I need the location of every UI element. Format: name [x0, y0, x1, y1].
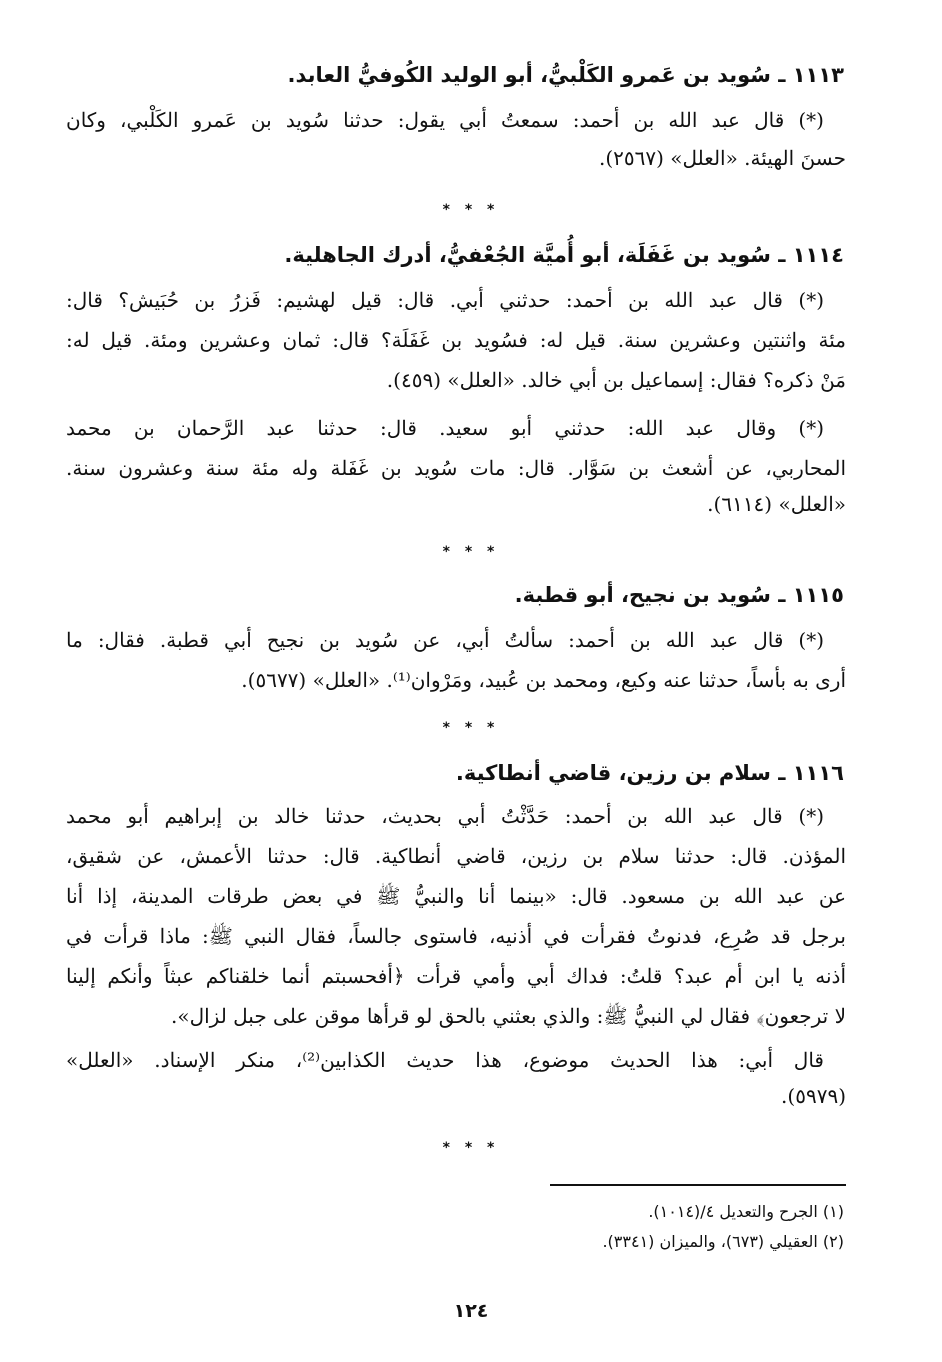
entry-text-line: «العلل» (٦١١٤). [707, 492, 846, 516]
entry-text-line: أرى به بأساً، حدثنا عنه وكيع، ومحمد بن عُبيد، ومَرْوان⁽¹⁾. «العلل» (٥٦٧٧). [241, 668, 846, 692]
entry-heading-1114: ١١١٤ ـ سُويد بن غَفَلَة، أبو أُميَّة الجُعْفيُّ، أدرك الجاهلية. [284, 243, 844, 267]
entry-text-line: (*) قال عبد الله بن أحمد: حَدَّثْتُ أبي بحديث، حدثنا خالد بن إبراهيم أبو محمد [66, 804, 824, 828]
page-number: ١٢٤ [453, 1300, 489, 1322]
entry-heading-1113: ١١١٣ ـ سُويد بن عَمرو الكَلْبيُّ، أبو الوليد الكُوفيُّ العابد. [287, 63, 844, 87]
section-separator: * * * [442, 202, 500, 218]
entry-text-line: المؤذن. قال: حدثنا سلام بن رزين، قاضي أنطاكية. قال: حدثنا الأعمش، عن شقيق، [66, 844, 846, 868]
entry-text-line: برجل قد صُرِع، فدنوتُ فقرأت في أذنيه، فاستوى جالساً، فقال النبي ﷺ: ماذا قرأت في [66, 924, 846, 948]
entry-heading-1116: ١١١٦ ـ سلام بن رزين، قاضي أنطاكية. [455, 761, 844, 785]
section-separator: * * * [442, 1140, 500, 1156]
entry-text-line: (٥٩٧٩). [781, 1084, 846, 1108]
footnote-rule [550, 1184, 846, 1186]
footnote-2: (٢) العقيلي (٦٧٣)، والميزان (٣٣٤١). [602, 1232, 844, 1251]
section-separator: * * * [442, 544, 500, 560]
entry-text-line: مئة واثنتين وعشرين سنة. قيل له: فسُويد بن غَفَلَة؟ قال: ثمان وعشرين ومئة. قيل له: [66, 328, 846, 352]
entry-text-line: (*) قال عبد الله بن أحمد: سألتُ أبي، عن سُويد بن نجيح أبي قطبة. فقال: ما [66, 628, 825, 652]
entry-text-line: حسنَ الهيئة. «العلل» (٢٥٦٧). [598, 146, 846, 170]
entry-text-line: (*) قال عبد الله بن أحمد: حدثني أبي. قال: قيل لهشيم: فَزرُ بن حُبَيش؟ قال: [66, 288, 824, 312]
entry-text-line: لا ترجعون﴾ فقال لي النبيُّ ﷺ: والذي بعثني بالحق لو قرأها موقن على جبل لزال». [170, 1004, 846, 1028]
entry-text-line: قال أبي: هذا الحديث موضوع، هذا حديث الكذابين⁽²⁾، منكر الإسناد. «العلل» [66, 1048, 824, 1072]
entry-text-line: المحاربي، عن أشعث بن سَوَّار. قال: مات سُويد بن غَفَلة وله مئة سنة وعشرون سنة. [66, 456, 846, 480]
entry-heading-1115: ١١١٥ ـ سُويد بن نجيح، أبو قطبة. [514, 583, 844, 607]
section-separator: * * * [442, 720, 500, 736]
entry-text-line: مَنْ ذكره؟ فقال: إسماعيل بن أبي خالد. «العلل» (٤٥٩). [386, 368, 846, 392]
entry-text-line: (*) وقال عبد الله: حدثني أبو سعيد. قال: حدثنا عبد الرَّحمان بن محمد [66, 416, 824, 440]
footnote-1: (١) الجرح والتعديل ٤/(١٠١٤). [648, 1202, 844, 1221]
entry-text-line: (*) قال عبد الله بن أحمد: سمعتُ أبي يقول: حدثنا سُويد بن عَمرو الكَلْبي، وكان [66, 108, 824, 132]
entry-text-line: عن عبد الله بن مسعود. قال: «بينما أنا والنبيُّ ﷺ في بعض طرقات المدينة، إذا أنا [66, 884, 846, 908]
entry-text-line: أذنه يا ابن أم عبد؟ قلتُ: فداك أبي وأمي قرأت ﴿أفحسبتم أنما خلقناكم عبثاً وأنكم إلينا [66, 964, 846, 988]
